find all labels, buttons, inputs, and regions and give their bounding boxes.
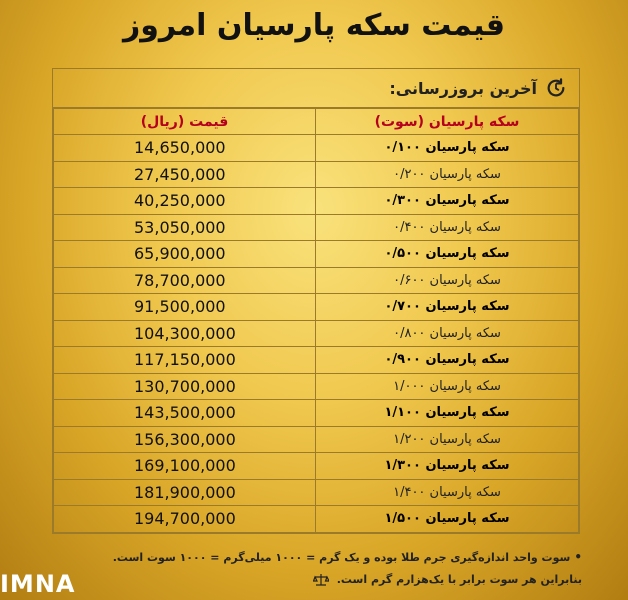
price-table-container [52, 68, 580, 534]
price-table [53, 108, 579, 533]
table-row [54, 347, 579, 374]
table-row [54, 214, 579, 241]
table-row [54, 453, 579, 480]
column-header-name: سکه پارسیان (سوت) [316, 109, 579, 135]
table-row [54, 373, 579, 400]
table-row [54, 267, 579, 294]
price-cell: 169,100,000 [54, 453, 316, 480]
table-row [54, 135, 579, 162]
coin-name-cell: سکه پارسیان ۱/۳۰۰ [316, 453, 579, 480]
table-row [54, 479, 579, 506]
footnote [113, 546, 582, 591]
table-row [54, 188, 579, 215]
price-cell: 143,500,000 [54, 400, 316, 427]
price-cell: 53,050,000 [54, 214, 316, 241]
coin-name-cell: سکه پارسیان ۱/۵۰۰ [316, 506, 579, 533]
footnote-line-1: •سوت واحد اندازه‌گیری جرم طلا بوده و یک گرم = ۱۰۰۰ میلی‌گرم = ۱۰۰۰ سوت است. [112, 550, 582, 564]
price-cell: 181,900,000 [54, 479, 316, 506]
price-cell: 78,700,000 [54, 267, 316, 294]
coin-name-cell: سکه پارسیان ۰/۶۰۰ [316, 267, 579, 294]
price-cell: 194,700,000 [54, 506, 316, 533]
table-header-row [54, 109, 579, 135]
coin-name-cell: سکه پارسیان ۰/۵۰۰ [316, 241, 579, 268]
coin-name-cell: سکه پارسیان ۰/۷۰۰ [316, 294, 579, 321]
price-cell: 40,250,000 [54, 188, 316, 215]
table-row [54, 506, 579, 533]
imna-logo: IMNA [0, 570, 76, 598]
price-cell: 130,700,000 [54, 373, 316, 400]
price-cell: 156,300,000 [54, 426, 316, 453]
price-cell: 117,150,000 [54, 347, 316, 374]
coin-name-cell: سکه پارسیان ۱/۱۰۰ [316, 400, 579, 427]
page-title: قیمت سکه پارسیان امروز [122, 8, 506, 43]
price-cell: 104,300,000 [54, 320, 316, 347]
price-cell: 65,900,000 [54, 241, 316, 268]
coin-name-cell: سکه پارسیان ۰/۲۰۰ [316, 161, 579, 188]
coin-name-cell: سکه پارسیان ۰/۹۰۰ [316, 347, 579, 374]
coin-name-cell: سکه پارسیان ۱/۰۰۰ [316, 373, 579, 400]
table-row [54, 400, 579, 427]
coin-name-cell: سکه پارسیان ۰/۴۰۰ [316, 214, 579, 241]
table-row [54, 241, 579, 268]
last-update-row [53, 69, 579, 108]
price-cell: 27,450,000 [54, 161, 316, 188]
table-row [54, 320, 579, 347]
coin-name-cell: سکه پارسیان ۰/۱۰۰ [316, 135, 579, 162]
last-update-label: آخرین بروزرسانی: [389, 78, 537, 98]
column-header-price: قیمت (ریال) [54, 109, 316, 135]
price-cell: 14,650,000 [54, 135, 316, 162]
footnote-line-2: بنابراین هر سوت برابر با یک‌هزارم گرم است. [113, 569, 582, 591]
coin-name-cell: سکه پارسیان ۰/۳۰۰ [316, 188, 579, 215]
price-cell: 91,500,000 [54, 294, 316, 321]
coin-name-cell: سکه پارسیان ۰/۸۰۰ [316, 320, 579, 347]
table-row [54, 426, 579, 453]
table-row [54, 161, 579, 188]
scale-icon [313, 573, 329, 587]
coin-name-cell: سکه پارسیان ۱/۲۰۰ [316, 426, 579, 453]
refresh-icon [545, 77, 567, 99]
table-row [54, 294, 579, 321]
coin-name-cell: سکه پارسیان ۱/۴۰۰ [316, 479, 579, 506]
